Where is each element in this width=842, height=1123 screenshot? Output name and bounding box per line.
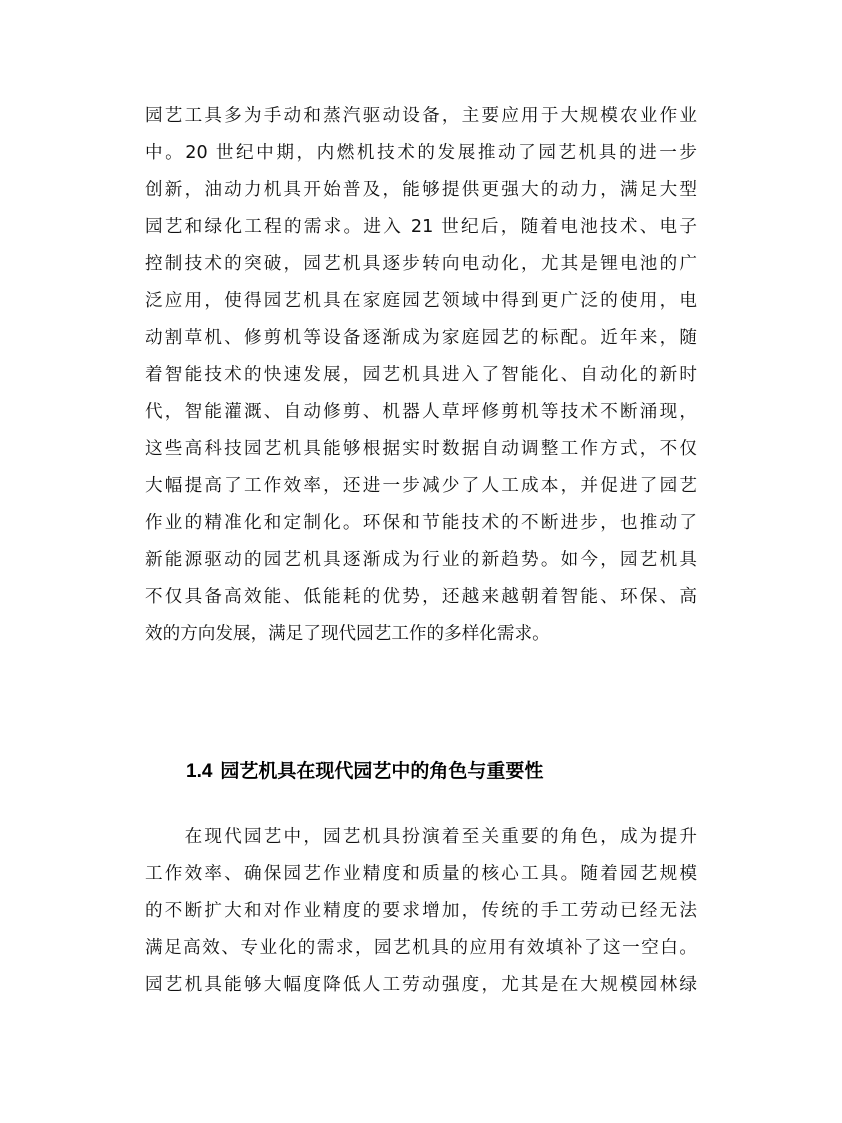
paragraph-line: 园艺工具多为手动和蒸汽驱动设备，主要应用于大规模农业作业	[145, 106, 697, 126]
section-heading	[186, 755, 543, 789]
paragraph-line: 创新，油动力机具开始普及，能够提供更强大的动力，满足大型	[145, 180, 697, 200]
body-paragraph-history	[145, 98, 697, 653]
paragraph-line: 工作效率、确保园艺作业精度和质量的核心工具。随着园艺规模	[145, 864, 697, 884]
paragraph-line: 新能源驱动的园艺机具逐渐成为行业的新趋势。如今，园艺机具	[145, 550, 697, 570]
paragraph-line: 中。20 世纪中期，内燃机技术的发展推动了园艺机具的进一步	[145, 143, 697, 163]
paragraph-line: 园艺机具能够大幅度降低人工劳动强度，尤其是在大规模园林绿	[145, 975, 697, 995]
paragraph-line: 这些高科技园艺机具能够根据实时数据自动调整工作方式，不仅	[145, 439, 697, 459]
paragraph-line: 着智能技术的快速发展，园艺机具进入了智能化、自动化的新时	[145, 365, 697, 385]
body-paragraph-role	[145, 819, 697, 1004]
paragraph-line: 泛应用，使得园艺机具在家庭园艺领域中得到更广泛的使用，电	[145, 291, 697, 311]
paragraph-line: 效的方向发展，满足了现代园艺工作的多样化需求。	[145, 624, 550, 644]
paragraph-line: 满足高效、专业化的需求，园艺机具的应用有效填补了这一空白。	[145, 938, 697, 958]
section-title: 园艺机具在现代园艺中的角色与重要性	[220, 761, 544, 782]
paragraph-line: 的不断扩大和对作业精度的要求增加，传统的手工劳动已经无法	[145, 901, 697, 921]
section-number: 1.4	[186, 761, 213, 782]
paragraph-line: 在现代园艺中，园艺机具扮演着至关重要的角色，成为提升	[145, 827, 697, 847]
paragraph-line: 动割草机、修剪机等设备逐渐成为家庭园艺的标配。近年来，随	[145, 328, 697, 348]
paragraph-line: 控制技术的突破，园艺机具逐步转向电动化，尤其是锂电池的广	[145, 254, 697, 274]
paragraph-line: 大幅提高了工作效率，还进一步减少了人工成本，并促进了园艺	[145, 476, 697, 496]
paragraph-line: 作业的精准化和定制化。环保和节能技术的不断进步，也推动了	[145, 513, 697, 533]
paragraph-line: 园艺和绿化工程的需求。进入 21 世纪后，随着电池技术、电子	[145, 217, 697, 237]
paragraph-line: 代，智能灌溉、自动修剪、机器人草坪修剪机等技术不断涌现，	[145, 402, 697, 422]
paragraph-line: 不仅具备高效能、低能耗的优势，还越来越朝着智能、环保、高	[145, 587, 697, 607]
